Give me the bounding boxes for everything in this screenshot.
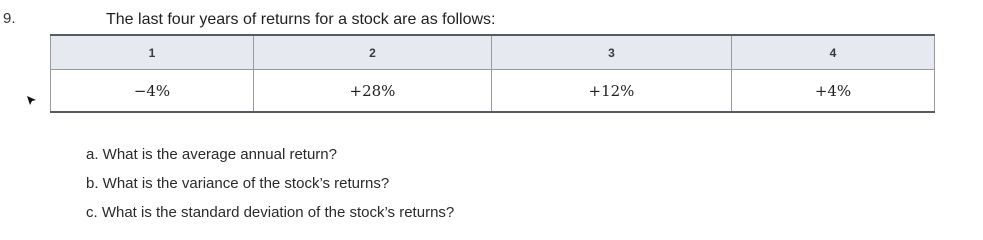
problem-number: 9. (3, 10, 16, 27)
year-header-2: 2 (254, 35, 492, 70)
header-row (51, 35, 935, 70)
table-row (51, 70, 935, 113)
return-value-3: +12% (492, 70, 732, 113)
problem-prompt: The last four years of returns for a stock are as follows: (106, 11, 496, 28)
return-value-1: −4% (51, 70, 254, 113)
return-value-4: +4% (732, 70, 935, 113)
year-header-4: 4 (732, 35, 935, 70)
arrow-cursor-icon (26, 95, 37, 106)
question-c: c. What is the standard deviation of the stock’s returns? (86, 204, 455, 221)
question-a: a. What is the average annual return? (86, 146, 337, 163)
year-header-3: 3 (492, 35, 732, 70)
return-value-2: +28% (254, 70, 492, 113)
question-b: b. What is the variance of the stock’s returns? (86, 175, 390, 192)
question-list (86, 146, 454, 233)
year-header-1: 1 (51, 35, 254, 70)
returns-table (50, 34, 935, 113)
